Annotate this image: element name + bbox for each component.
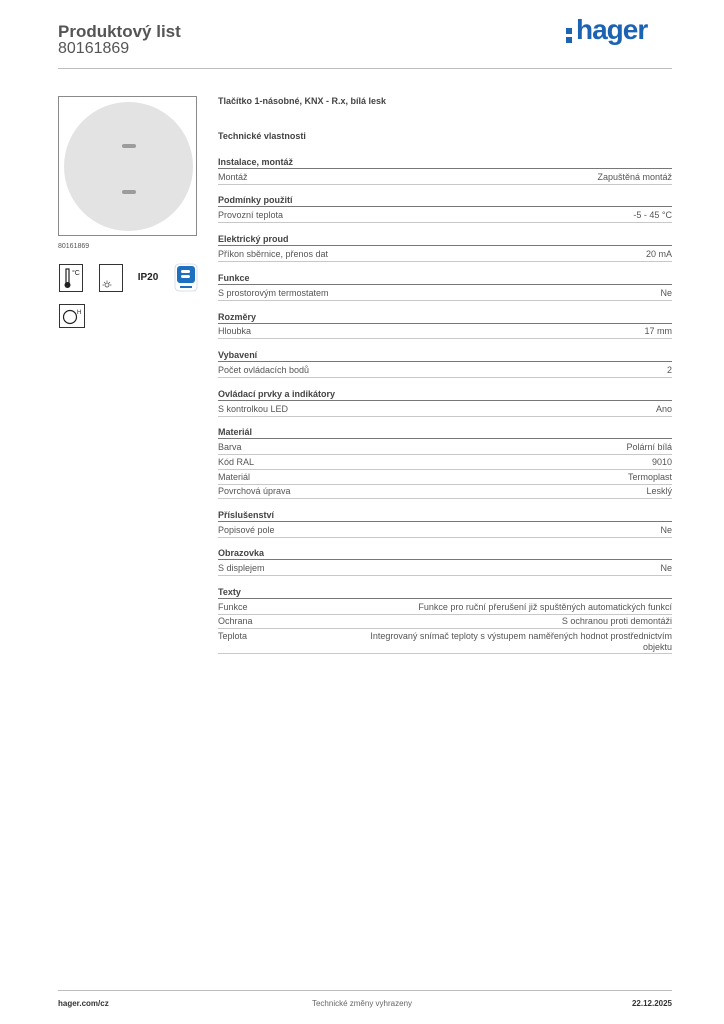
row-divider: [218, 484, 672, 485]
spec-label: Teplota: [218, 631, 248, 641]
product-name: Tlačítko 1-násobné, KNX - R.x, bílá lesk: [218, 96, 387, 106]
row-divider: [218, 222, 672, 223]
spec-row: [218, 631, 672, 655]
group-divider: [218, 284, 672, 285]
spec-label: Popisové pole: [218, 525, 275, 535]
group-divider: [218, 438, 672, 439]
spec-label: Materiál: [218, 472, 251, 482]
led-indicator-bottom: [122, 190, 136, 194]
group-title: Funkce: [218, 273, 250, 283]
group-title: Podmínky použití: [218, 195, 293, 205]
group-divider: [218, 400, 672, 401]
round-switch-icon: [59, 304, 85, 328]
spec-label: Ochrana: [218, 616, 253, 626]
group-divider: [218, 206, 672, 207]
row-divider: [218, 454, 672, 455]
footer-notice: Technické změny vyhrazeny: [311, 999, 413, 1008]
group-divider: [218, 168, 672, 169]
group-title: Vybavení: [218, 350, 258, 360]
spec-value: Ne: [660, 525, 672, 535]
row-divider: [218, 628, 672, 629]
row-divider: [218, 377, 672, 378]
document-number: 80161869: [58, 40, 130, 57]
spec-label: Počet ovládacích bodů: [218, 365, 310, 375]
document-title: Produktový list: [58, 22, 181, 41]
spec-label: Příkon sběrnice, přenos dat: [218, 249, 329, 259]
spec-value: Funkce pro ruční přerušení již spuštěných automatických funkcí: [418, 602, 672, 612]
spec-value-continued: objektu: [642, 642, 672, 652]
spec-value: 17 mm: [644, 326, 672, 336]
spec-label: Funkce: [218, 602, 248, 612]
spec-label: S displejem: [218, 563, 265, 573]
logo-dot-icon: [566, 37, 572, 43]
spec-value: -5 - 45 °C: [633, 210, 672, 220]
group-title: Příslušenství: [218, 510, 275, 520]
svg-text:°C: °C: [72, 270, 80, 277]
footer-divider: [58, 990, 672, 991]
spec-value: 2: [666, 365, 672, 375]
group-divider: [218, 245, 672, 246]
sun-sensor-icon: [99, 264, 123, 292]
spec-label: Barva: [218, 442, 242, 452]
row-divider: [218, 469, 672, 470]
row-divider: [218, 416, 672, 417]
row-divider: [218, 184, 672, 185]
spec-value: Zapuštěná montáž: [597, 172, 672, 182]
spec-value: 20 mA: [645, 249, 672, 259]
spec-label: Kód RAL: [218, 457, 255, 467]
ip20-icon: [136, 264, 160, 292]
spec-value: Polární bílá: [626, 442, 672, 452]
switch-disc: [64, 102, 193, 231]
spec-label: Provozní teplota: [218, 210, 284, 220]
row-divider: [218, 614, 672, 615]
header-divider: [58, 68, 672, 69]
spec-value: Termoplast: [627, 472, 672, 482]
group-divider: [218, 521, 672, 522]
spec-value: Ne: [660, 288, 672, 298]
group-divider: [218, 361, 672, 362]
group-divider: [218, 559, 672, 560]
spec-label: Montáž: [218, 172, 248, 182]
logo-text: hager: [576, 14, 648, 45]
spec-value: S ochranou proti demontáži: [561, 616, 672, 626]
svg-text:H: H: [77, 310, 82, 316]
spec-label: S prostorovým termostatem: [218, 288, 329, 298]
hager-logo: [566, 14, 654, 50]
logo-dot-icon: [566, 28, 572, 34]
group-title: Obrazovka: [218, 548, 265, 558]
footer-date: 22.12.2025: [631, 999, 672, 1008]
spec-value: Ano: [655, 404, 672, 414]
spec-label: Povrchová úprava: [218, 486, 291, 496]
spec-label: Hloubka: [218, 326, 252, 336]
row-divider: [218, 537, 672, 538]
row-divider: [218, 575, 672, 576]
group-title: Texty: [218, 587, 241, 597]
spec-label: S kontrolkou LED: [218, 404, 289, 414]
spec-value: 9010: [651, 457, 672, 467]
spec-value: Integrovaný snímač teploty s výstupem naměřených hodnot prostřednictvím: [370, 631, 672, 641]
led-indicator-top: [122, 144, 136, 148]
footer-website-link[interactable]: hager.com/cz: [58, 999, 109, 1008]
row-divider: [218, 261, 672, 262]
group-title: Materiál: [218, 427, 253, 437]
group-divider: [218, 598, 672, 599]
spec-value: Ne: [660, 563, 672, 573]
group-title: Ovládací prvky a indikátory: [218, 389, 336, 399]
row-divider: [218, 653, 672, 654]
product-image: [58, 96, 197, 236]
image-caption: 80161869: [58, 243, 90, 250]
section-heading: Technické vlastnosti: [218, 131, 306, 141]
group-title: Rozměry: [218, 312, 257, 322]
group-title: Elektrický proud: [218, 234, 289, 244]
easy-logo-icon: [174, 263, 198, 291]
spec-value: Lesklý: [646, 486, 672, 496]
row-divider: [218, 300, 672, 301]
row-divider: [218, 338, 672, 339]
page-header: [58, 14, 672, 70]
row-divider: [218, 498, 672, 499]
group-title: Instalace, montáž: [218, 157, 294, 167]
group-divider: [218, 323, 672, 324]
ip-rating-label: IP20: [137, 272, 159, 283]
temperature-sensor-icon: [59, 264, 83, 292]
